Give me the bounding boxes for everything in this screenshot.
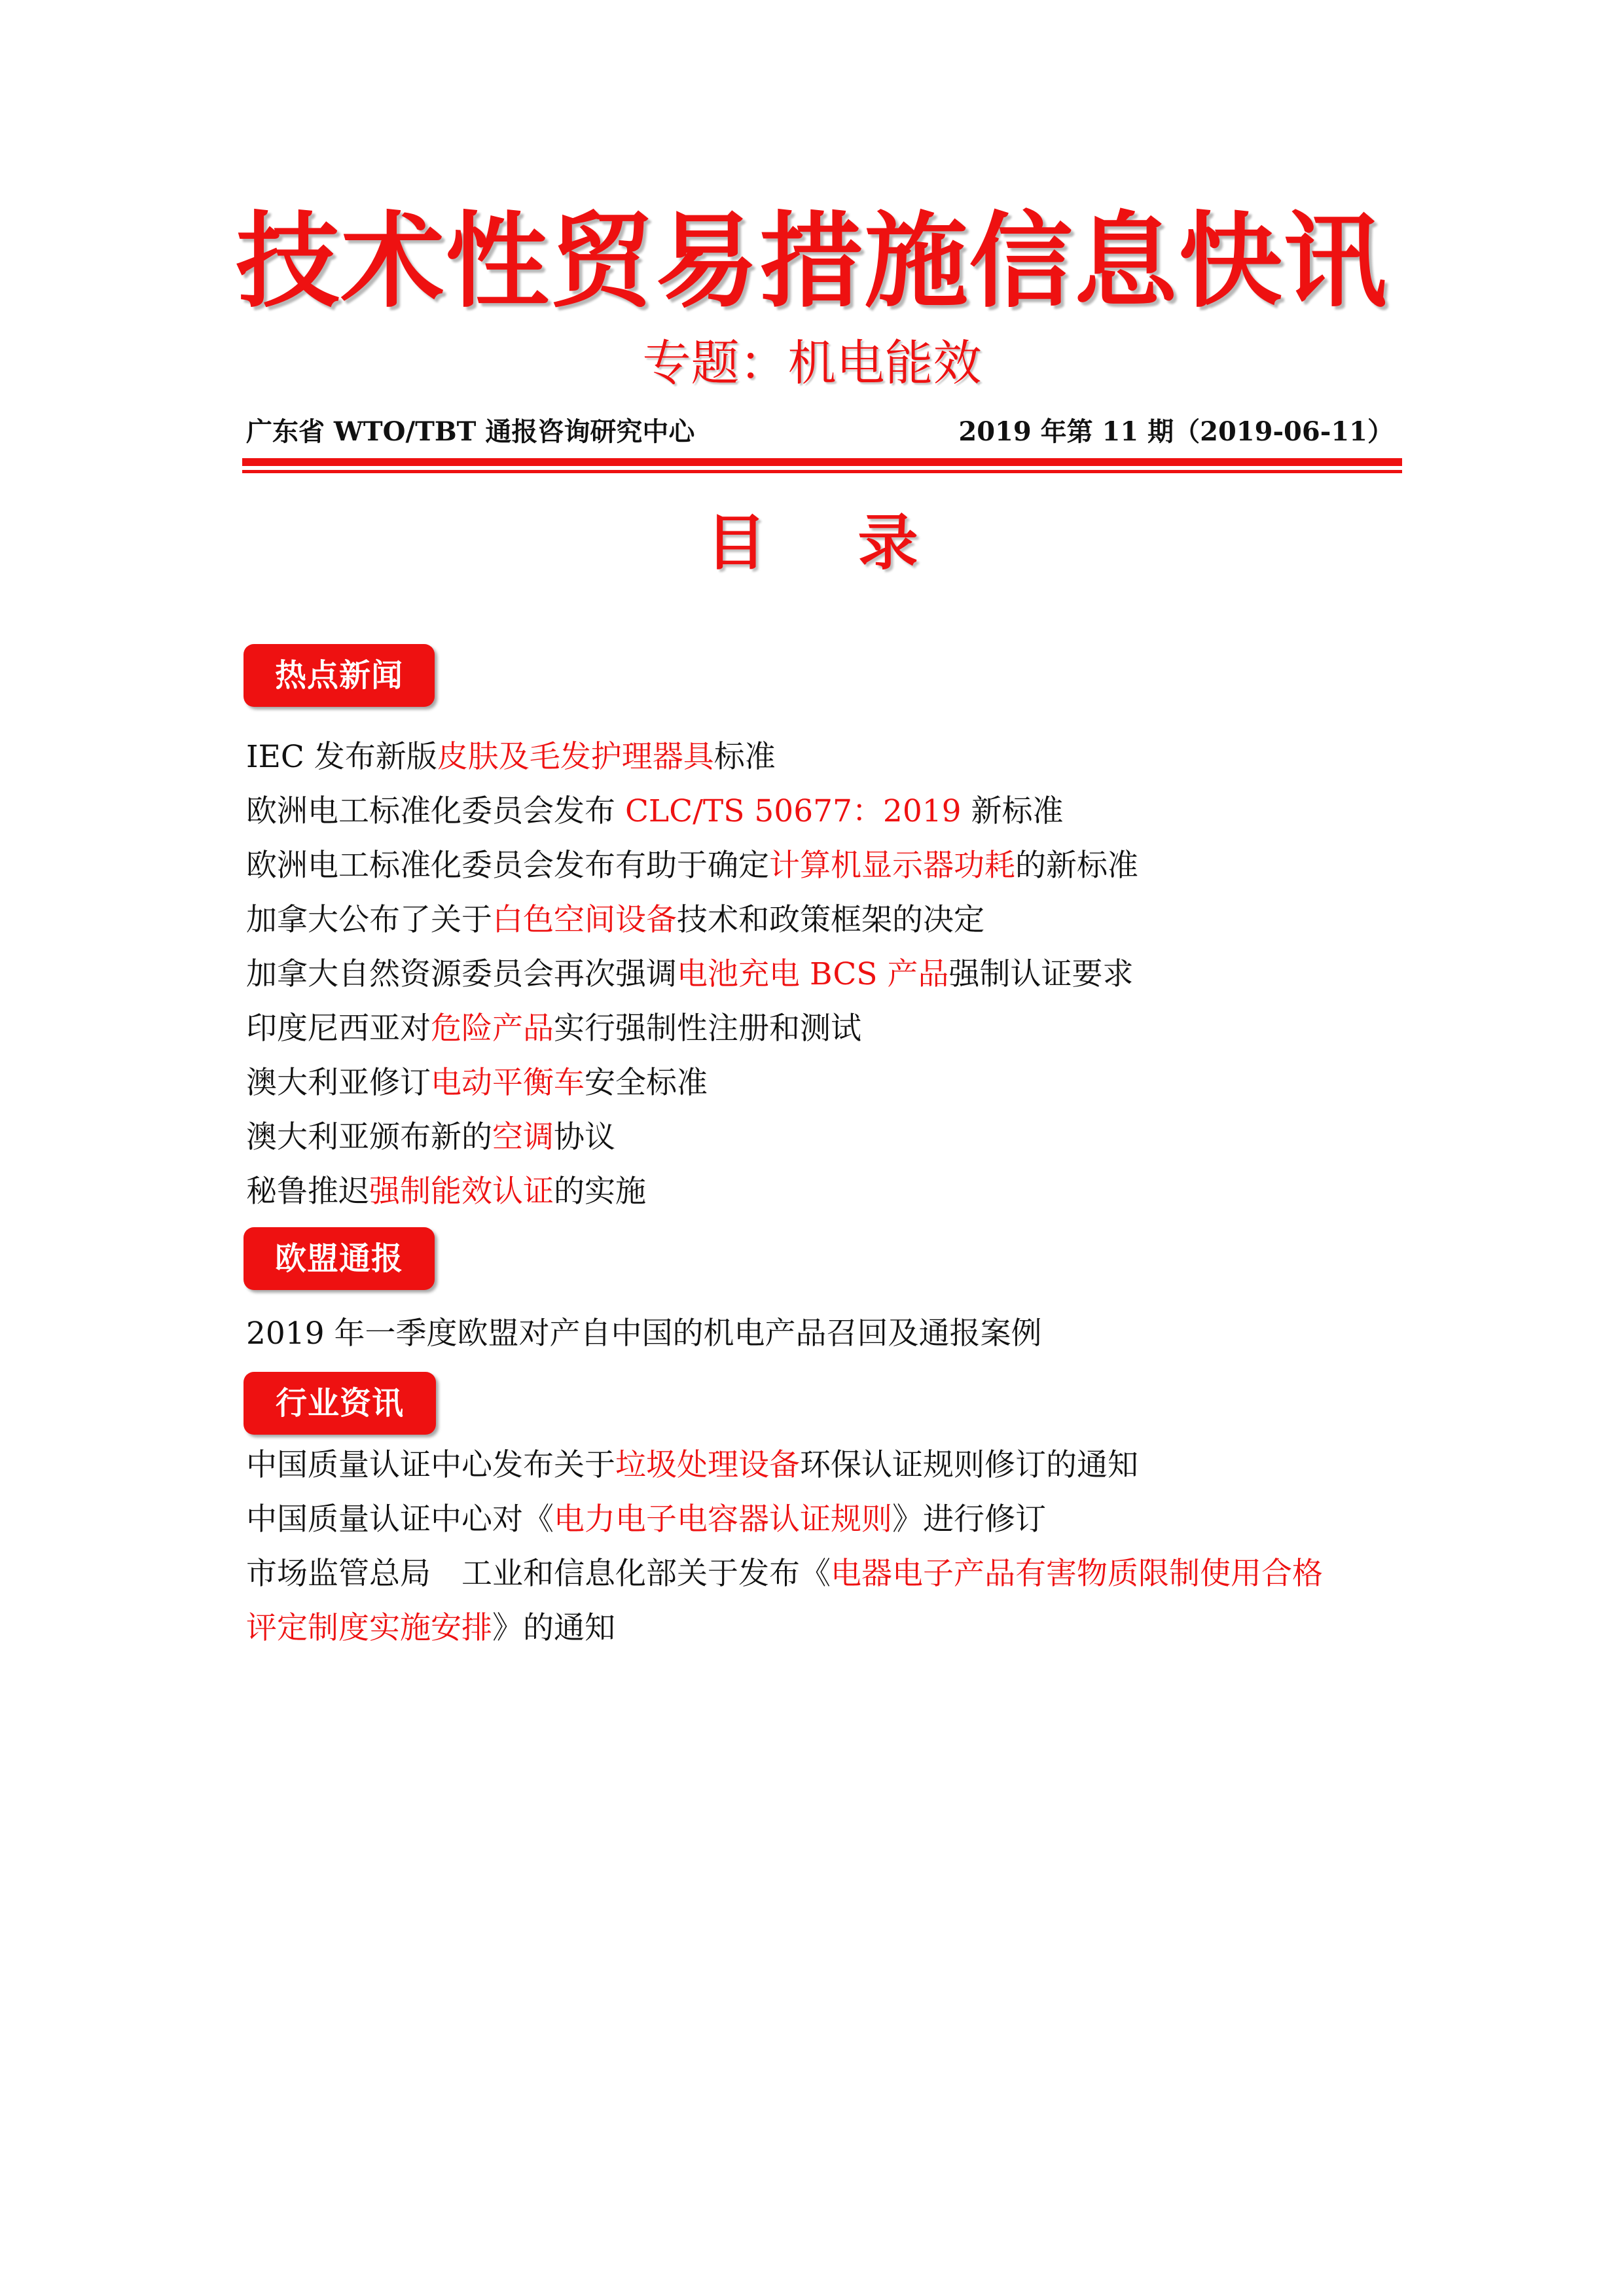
section-badge-hot-news[interactable]: 热点新闻 [244, 644, 435, 707]
toc-item[interactable]: 欧洲电工标准化委员会发布有助于确定计算机显示器功耗的新标准 [246, 848, 1138, 884]
toc-item[interactable]: 秘鲁推迟强制能效认证的实施 [246, 1174, 646, 1210]
toc-heading-left: 目 [706, 508, 767, 578]
toc-heading [0, 504, 1624, 583]
toc-item[interactable]: 评定制度实施安排》的通知 [246, 1610, 615, 1646]
bulletin-title: 技术性贸易措施信息快讯 [236, 202, 1388, 322]
issuer-name: 广东省 WTO/TBT 通报咨询研究中心 [246, 416, 695, 447]
bulletin-subtitle: 专题：机电能效 [642, 335, 982, 391]
toc-item[interactable]: 欧洲电工标准化委员会发布 CLC/TS 50677：2019 新标准 [246, 793, 1064, 829]
toc-item[interactable]: 2019 年一季度欧盟对产自中国的机电产品召回及通报案例 [246, 1316, 1042, 1352]
toc-item[interactable]: 中国质量认证中心对《电力电子电容器认证规则》进行修订 [246, 1501, 1046, 1537]
toc-heading-right: 录 [857, 508, 918, 578]
section-badge-eu-notification[interactable]: 欧盟通报 [244, 1227, 435, 1290]
toc-item[interactable]: 中国质量认证中心发布关于垃圾处理设备环保认证规则修订的通知 [246, 1447, 1138, 1483]
header-rule-thin [242, 470, 1402, 473]
toc-item[interactable]: 市场监管总局 工业和信息化部关于发布《电器电子产品有害物质限制使用合格 [246, 1556, 1323, 1592]
toc-item[interactable]: 印度尼西亚对危险产品实行强制性注册和测试 [246, 1011, 861, 1047]
issue-number: 2019 年第 11 期（2019-06-11） [958, 416, 1394, 447]
toc-item[interactable]: IEC 发布新版皮肤及毛发护理器具标准 [246, 739, 776, 775]
toc-item[interactable]: 加拿大公布了关于白色空间设备技术和政策框架的决定 [246, 902, 984, 938]
toc-item[interactable]: 澳大利亚颁布新的空调协议 [246, 1119, 615, 1155]
section-badge-industry-news[interactable]: 行业资讯 [244, 1372, 436, 1435]
header-rule-thick [242, 458, 1402, 466]
toc-item[interactable]: 加拿大自然资源委员会再次强调电池充电 BCS 产品强制认证要求 [246, 956, 1134, 992]
toc-item[interactable]: 澳大利亚修订电动平衡车安全标准 [246, 1065, 708, 1101]
